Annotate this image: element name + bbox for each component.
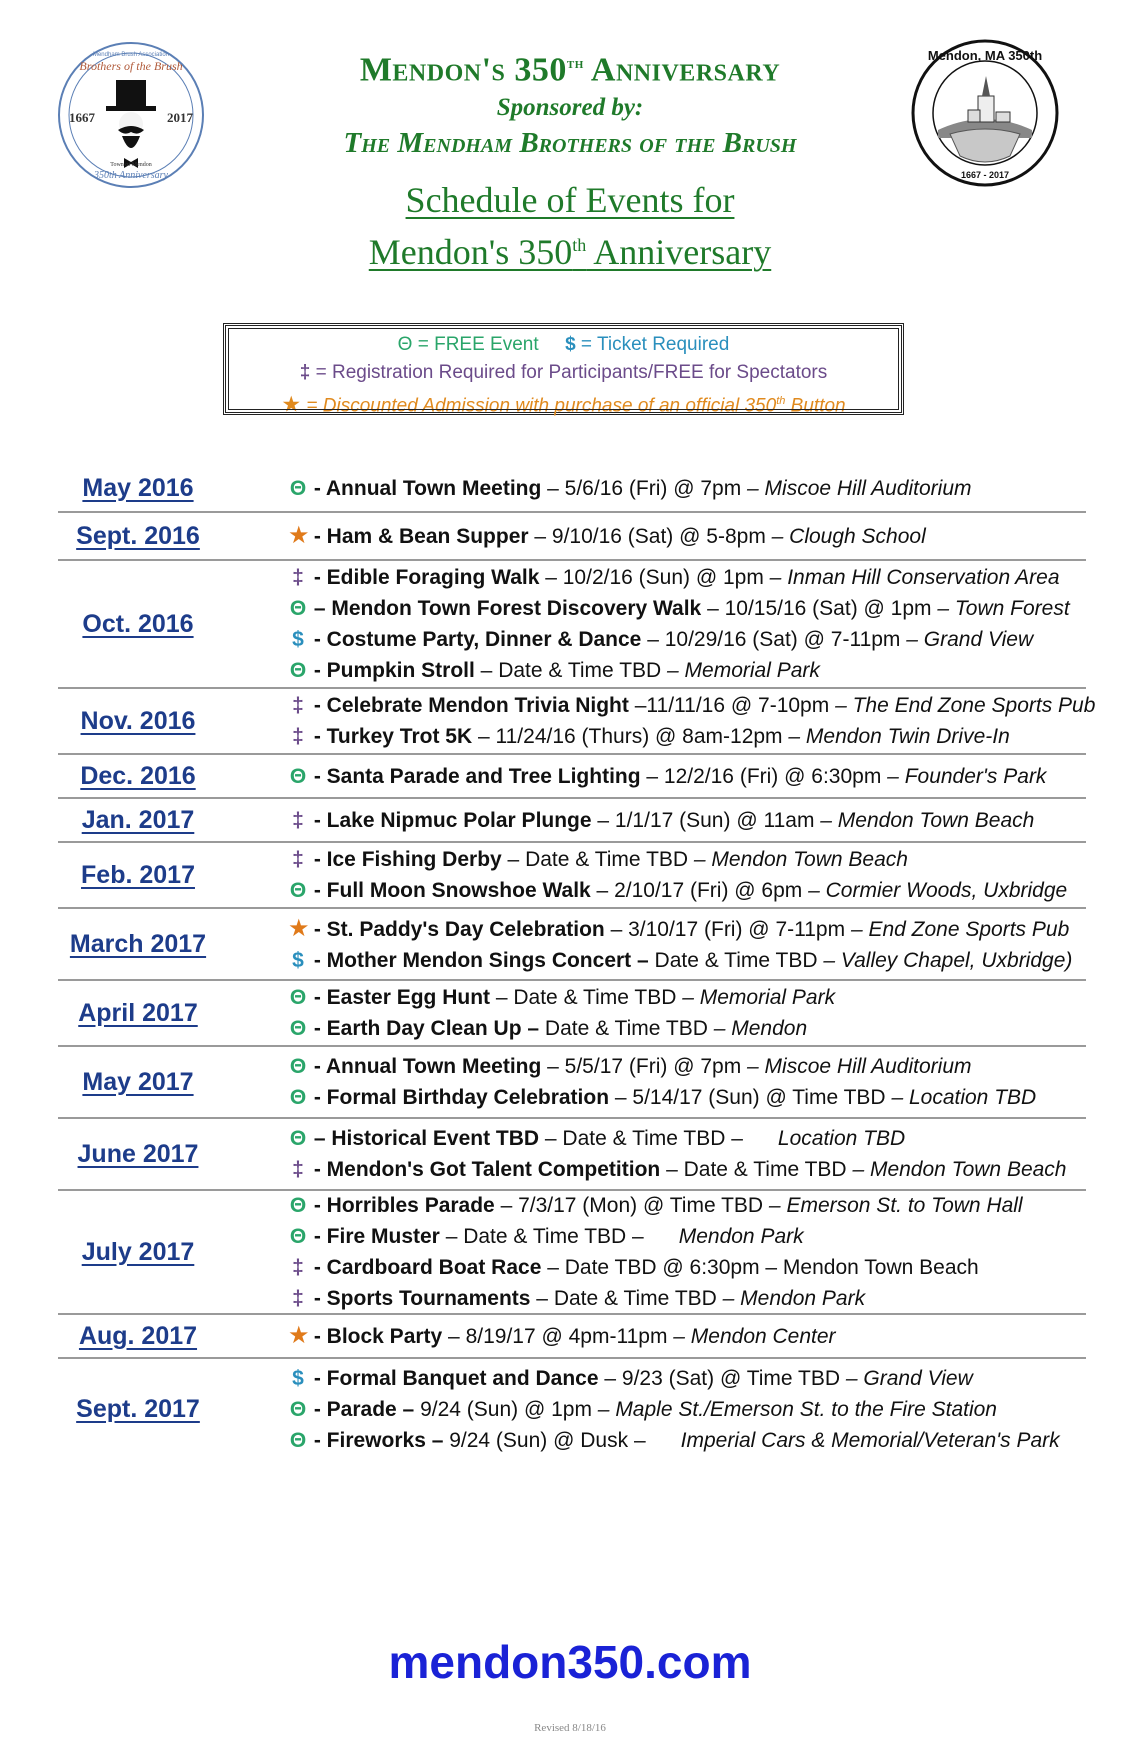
event-item	[288, 761, 1086, 792]
event-name: - Annual Town Meeting	[308, 476, 542, 500]
event-location: – Founder's Park	[881, 764, 1047, 788]
schedule-line-2-a: Mendon's 350	[368, 232, 573, 272]
event-list	[288, 562, 1086, 686]
event-date: – Date & Time TBD	[490, 986, 677, 1009]
event-date: – 1/1/17 (Sun) @ 11am	[591, 808, 815, 832]
event-item	[288, 520, 1086, 552]
event-date: – 5/5/17 (Fri) @ 7pm	[541, 1055, 742, 1078]
event-location: – Valley Chapel, Uxbridge)	[817, 948, 1073, 972]
event-item	[288, 913, 1086, 945]
event-name: - Edible Foraging Walk	[308, 566, 540, 589]
event-list	[288, 1363, 1086, 1456]
schedule-line-2-sup: th	[572, 235, 587, 255]
event-item	[288, 593, 1086, 624]
event-location: – Grand View	[840, 1366, 973, 1390]
month-label: June 2017	[77, 1139, 199, 1168]
registration-icon: ‡	[292, 694, 304, 717]
event-item	[288, 1082, 1086, 1113]
event-date: – 8/19/17 @ 4pm-11pm	[442, 1325, 668, 1348]
month-row	[58, 843, 1086, 909]
event-item	[288, 1425, 1086, 1456]
month-row	[58, 981, 1086, 1047]
event-item	[288, 805, 1086, 836]
registration-icon: ‡	[292, 725, 304, 748]
website-link[interactable]: mendon350.com	[388, 1636, 752, 1688]
event-item	[288, 875, 1086, 906]
event-item	[288, 562, 1086, 593]
event-name: - Horribles Parade	[308, 1194, 495, 1217]
event-name: - Santa Parade and Tree Lighting	[308, 764, 641, 788]
month-row	[58, 1191, 1086, 1315]
registration-icon: ‡	[292, 1158, 304, 1181]
event-item	[288, 982, 1086, 1013]
month-label: Feb. 2017	[81, 860, 195, 889]
event-location: – Emerson St. to Town Hall	[763, 1194, 1023, 1217]
event-location: – Mendon Twin Drive-In	[782, 725, 1010, 748]
event-name: - Annual Town Meeting	[308, 1055, 542, 1078]
event-item	[288, 1363, 1086, 1394]
logo-left-town: Town of Mendon	[110, 162, 152, 168]
event-location: – Cormier Woods, Uxbridge	[802, 879, 1068, 902]
event-list	[288, 982, 1086, 1044]
event-name: - Formal Birthday Celebration	[308, 1086, 610, 1109]
event-item	[288, 1283, 1086, 1314]
event-list	[288, 913, 1086, 976]
event-location: – Memorial Park	[676, 986, 836, 1009]
star-icon: ★	[281, 391, 302, 417]
ticket-icon: $	[565, 334, 576, 355]
event-list	[288, 520, 1086, 552]
event-location: – End Zone Sports Pub	[845, 917, 1070, 941]
schedule-line-2	[230, 223, 910, 275]
event-date: – 10/29/16 (Sat) @ 7-11pm	[641, 628, 901, 651]
month-label: Nov. 2016	[80, 706, 196, 735]
event-item	[288, 1123, 1086, 1154]
event-date: – 11/24/16 (Thurs) @ 8am-12pm	[472, 725, 783, 748]
event-name: - Easter Egg Hunt	[308, 986, 491, 1009]
legend-star-text: = Discounted Admission with purchase of an official 350	[306, 395, 777, 417]
event-date: – 5/6/16 (Fri) @ 7pm	[541, 476, 742, 500]
event-item	[288, 624, 1086, 655]
legend-reg-text: = Registration Required for Participants/FREE for Spectators	[315, 362, 828, 383]
schedule-line-2-b: Anniversary	[586, 232, 772, 272]
event-item	[288, 1221, 1086, 1252]
event-date: –11/11/16 @ 7-10pm	[628, 694, 830, 717]
event-name: - Parade –	[308, 1397, 415, 1421]
event-location: – Mendon Center	[667, 1325, 836, 1348]
event-list	[288, 761, 1086, 792]
logo-left-year-end: 2017	[167, 110, 193, 125]
legend-line-3	[226, 387, 901, 420]
free-event-icon: Θ	[289, 764, 307, 788]
event-date: – 3/10/17 (Fri) @ 7-11pm	[604, 917, 846, 941]
event-date: – Date TBD @ 6:30pm – Mendon Town Beach	[541, 1256, 979, 1279]
event-list	[288, 690, 1095, 752]
event-list	[288, 844, 1086, 906]
event-name: - Fire Muster	[308, 1225, 440, 1248]
month-row	[58, 561, 1086, 689]
legend-ticket-text: = Ticket Required	[580, 334, 730, 355]
event-list	[288, 1320, 1086, 1352]
event-name: - Mother Mendon Sings Concert –	[308, 948, 649, 972]
event-name: - Ham & Bean Supper	[308, 525, 529, 548]
month-row	[58, 799, 1086, 843]
event-location: – Miscoe Hill Auditorium	[741, 1055, 972, 1078]
event-location: Mendon Park	[643, 1225, 804, 1248]
event-name: - Fireworks –	[308, 1428, 444, 1452]
event-name: – Mendon Town Forest Discovery Walk	[308, 597, 702, 620]
ticket-icon: $	[292, 628, 304, 651]
free-event-icon: Θ	[289, 1086, 307, 1109]
legend-star-end: Button	[785, 395, 846, 417]
sponsor-org: The Mendham Brothers of the Brush	[343, 127, 797, 160]
anniversary-title-sup: th	[566, 55, 584, 72]
event-location: – Mendon Town Beach	[814, 808, 1035, 832]
legend-box	[223, 323, 904, 415]
ticket-icon: $	[292, 948, 304, 972]
event-name: - Earth Day Clean Up –	[308, 1017, 540, 1040]
event-item	[288, 1154, 1086, 1185]
event-location: – The End Zone Sports Pub	[829, 694, 1096, 717]
event-item	[288, 473, 1086, 504]
event-date: – 9/23 (Sat) @ Time TBD	[598, 1366, 841, 1390]
legend-free-text: = FREE Event	[417, 334, 539, 355]
month-label: May 2017	[82, 1067, 194, 1096]
anniversary-title	[230, 44, 910, 90]
month-label: Jan. 2017	[81, 805, 195, 834]
event-name: - Ice Fishing Derby	[308, 848, 502, 871]
month-row	[58, 1047, 1086, 1119]
registration-icon: ‡	[292, 1287, 304, 1310]
event-date: – Date & Time TBD	[474, 659, 662, 682]
event-location: – Mendon Park	[716, 1287, 866, 1310]
event-date: – 7/3/17 (Mon) @ Time TBD	[494, 1194, 764, 1217]
event-date: 9/24 (Sun) @ Dusk –	[443, 1428, 646, 1452]
event-date: – 9/10/16 (Sat) @ 5-8pm	[528, 525, 766, 548]
event-location: – Clough School	[765, 525, 926, 548]
event-name: - Block Party	[308, 1325, 443, 1348]
event-date: Date & Time TBD	[539, 1017, 708, 1040]
month-label: Oct. 2016	[82, 609, 194, 638]
event-date: – 5/14/17 (Sun) @ Time TBD	[609, 1086, 886, 1109]
month-label: March 2017	[69, 929, 207, 958]
month-label: Dec. 2016	[80, 761, 196, 790]
logo-left-bottom-text: 350th Anniversary	[94, 170, 168, 181]
event-date: – 10/15/16 (Sat) @ 1pm	[701, 597, 932, 620]
event-name: - Turkey Trot 5K	[308, 725, 473, 748]
event-item	[288, 690, 1095, 721]
month-row	[58, 755, 1086, 799]
free-event-icon: Θ	[289, 1428, 307, 1452]
star-icon: ★	[288, 914, 310, 942]
event-date: 9/24 (Sun) @ 1pm	[414, 1397, 592, 1421]
event-date: – 10/2/16 (Sun) @ 1pm	[539, 566, 764, 589]
schedule-heading	[230, 178, 910, 275]
sponsored-by: Sponsored by:	[496, 94, 644, 122]
star-icon: ★	[288, 1322, 310, 1349]
month-label: Aug. 2017	[78, 1321, 198, 1350]
event-name: - Costume Party, Dinner & Dance	[308, 628, 642, 651]
event-list	[288, 1190, 1086, 1314]
event-location: Imperial Cars & Memorial/Veteran's Park	[645, 1428, 1060, 1452]
event-list	[288, 805, 1086, 836]
anniversary-title-text: Mendon's 350	[359, 51, 567, 89]
month-row	[58, 465, 1086, 513]
event-list	[288, 1123, 1086, 1185]
event-item	[288, 1051, 1086, 1082]
month-row	[58, 909, 1086, 981]
free-event-icon: Θ	[289, 986, 307, 1009]
registration-icon: ‡	[292, 848, 304, 871]
event-name: - Celebrate Mendon Trivia Night	[308, 694, 629, 717]
event-location: – Maple St./Emerson St. to the Fire Station	[591, 1397, 997, 1421]
logo-right-top-text: Mendon, MA 350th	[927, 48, 1043, 63]
event-date: Date & Time TBD	[648, 948, 818, 972]
registration-icon: ‡	[292, 1256, 304, 1279]
free-event-icon: Θ	[289, 659, 307, 682]
event-location: – Town Forest	[931, 597, 1070, 620]
event-date: – Date & Time TBD	[501, 848, 689, 871]
free-event-icon: Θ	[289, 597, 307, 620]
event-date: – Date & Time TBD –	[439, 1225, 644, 1248]
revised-date: Revised 8/18/16	[534, 1722, 606, 1734]
event-location: – Mendon Town Beach	[688, 848, 908, 871]
registration-icon: ‡	[292, 808, 304, 832]
event-date: – 12/2/16 (Fri) @ 6:30pm	[640, 764, 882, 788]
event-name: - Mendon's Got Talent Competition	[308, 1158, 661, 1181]
month-label: April 2017	[78, 998, 198, 1027]
event-item	[288, 1252, 1086, 1283]
logo-left-assoc: Mendham Brush Association	[92, 52, 170, 58]
free-event-icon: Θ	[397, 334, 413, 355]
event-item	[288, 655, 1086, 686]
legend-line-2	[226, 359, 901, 387]
legend-line-1	[226, 331, 901, 359]
event-date: – 2/10/17 (Fri) @ 6pm	[590, 879, 803, 902]
legend-star-sup: th	[776, 395, 786, 407]
event-item	[288, 945, 1086, 976]
free-event-icon: Θ	[289, 1397, 307, 1421]
registration-icon: ‡	[292, 566, 304, 589]
month-label: Sept. 2017	[76, 1394, 200, 1423]
event-item	[288, 1394, 1086, 1425]
logo-left-top-text: Brothers of the Brush	[79, 59, 183, 73]
free-event-icon: Θ	[289, 1017, 307, 1040]
event-date: – Date & Time TBD	[660, 1158, 847, 1181]
month-row	[58, 1359, 1086, 1459]
free-event-icon: Θ	[289, 879, 307, 902]
event-item	[288, 1320, 1086, 1352]
month-label: July 2017	[81, 1237, 195, 1266]
event-item	[288, 844, 1086, 875]
logo-right-bottom-text: 1667 - 2017	[960, 170, 1010, 180]
month-label: May 2016	[82, 473, 194, 502]
month-row	[58, 1119, 1086, 1191]
events-table	[58, 465, 1096, 1459]
free-event-icon: Θ	[289, 1194, 307, 1217]
event-location: – Mendon Town Beach	[846, 1158, 1067, 1181]
event-name: - Pumpkin Stroll	[308, 659, 475, 682]
event-item	[288, 1013, 1086, 1044]
event-name: - Formal Banquet and Dance	[308, 1366, 599, 1390]
free-event-icon: Θ	[289, 476, 307, 500]
mendon-350th-seal	[910, 38, 1060, 188]
event-location: – Grand View	[900, 628, 1034, 651]
event-name: - Cardboard Boat Race	[308, 1256, 542, 1279]
event-item	[288, 1190, 1086, 1221]
free-event-icon: Θ	[289, 1225, 307, 1248]
logo-left-year-start: 1667	[69, 110, 95, 125]
month-row	[58, 689, 1096, 755]
event-name: - Full Moon Snowshoe Walk	[308, 879, 591, 902]
event-item	[288, 721, 1095, 752]
event-date: – Date & Time TBD –	[539, 1127, 743, 1150]
free-event-icon: Θ	[289, 1055, 307, 1078]
event-location: – Mendon	[707, 1017, 808, 1040]
month-row	[58, 513, 1086, 561]
event-location: – Location TBD	[885, 1086, 1037, 1109]
event-list	[288, 473, 1086, 504]
event-location: – Inman Hill Conservation Area	[763, 566, 1060, 589]
brothers-of-the-brush-logo	[56, 40, 206, 190]
star-icon: ★	[288, 522, 310, 549]
event-location: – Miscoe Hill Auditorium	[741, 476, 972, 500]
free-event-icon: Θ	[289, 1127, 307, 1150]
event-name: - St. Paddy's Day Celebration	[308, 917, 605, 941]
event-name: – Historical Event TBD	[308, 1127, 540, 1150]
month-row	[58, 1315, 1086, 1359]
event-date: – Date & Time TBD	[530, 1287, 717, 1310]
event-name: - Sports Tournaments	[308, 1287, 531, 1310]
anniversary-title-end: Anniversary	[583, 51, 781, 89]
schedule-line-1: Schedule of Events for	[405, 180, 735, 220]
event-name: - Lake Nipmuc Polar Plunge	[308, 808, 592, 832]
event-list	[288, 1051, 1086, 1113]
event-location: Location TBD	[742, 1127, 906, 1150]
ticket-icon: $	[292, 1366, 304, 1390]
month-label: Sept. 2016	[76, 521, 200, 550]
event-location: – Memorial Park	[661, 659, 820, 682]
registration-icon: ‡	[299, 362, 311, 383]
page-header	[230, 44, 910, 160]
